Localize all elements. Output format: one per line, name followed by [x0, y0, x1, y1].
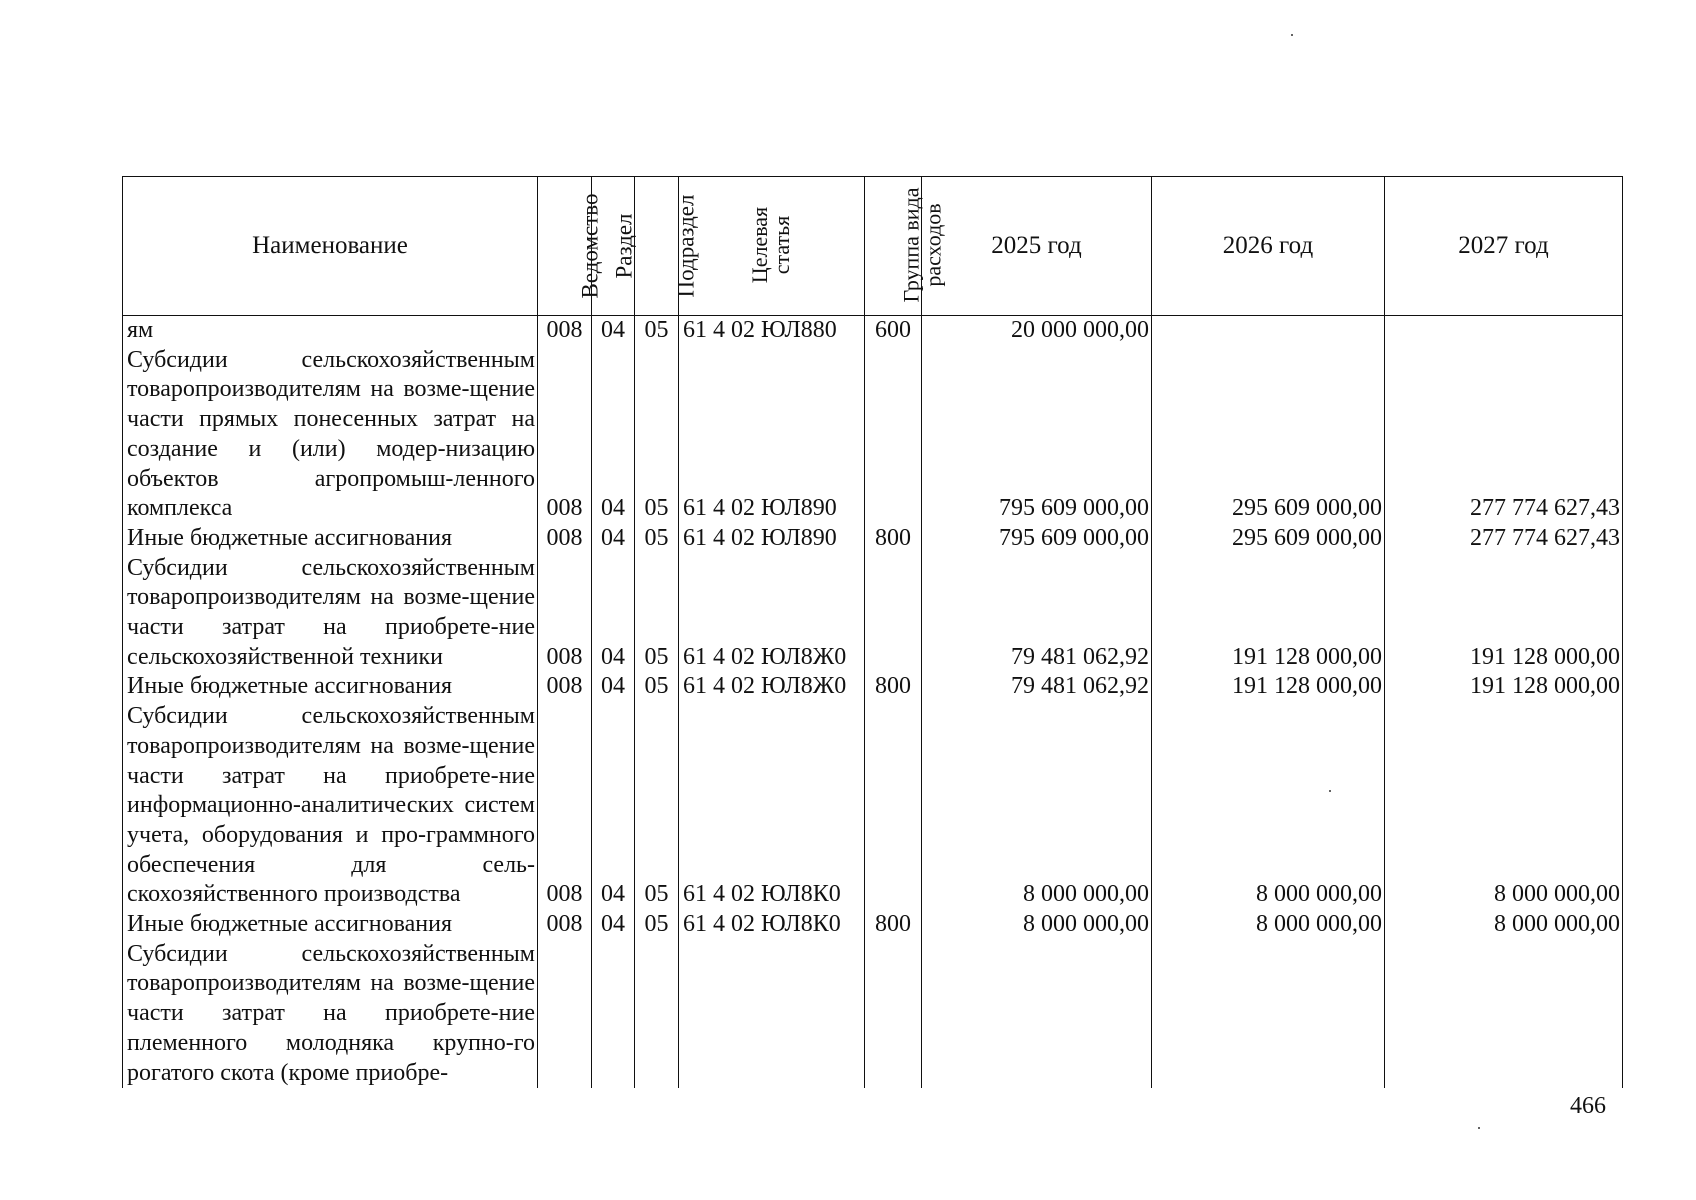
table-row: [123, 554, 1623, 673]
table-row: [123, 346, 1623, 524]
row-gruppa: 800: [865, 910, 922, 940]
row-amount-2027: 277 774 627,43: [1385, 524, 1623, 554]
row-gruppa: [865, 346, 922, 524]
header-year-2026: 2026 год: [1152, 177, 1385, 316]
row-vedomstvo: 008: [538, 554, 592, 673]
table-row: [123, 702, 1623, 910]
row-name: Иные бюджетные ассигнования: [127, 911, 452, 938]
row-razdel: 04: [592, 672, 635, 702]
row-vedomstvo: 008: [538, 672, 592, 702]
row-amount-2025: 79 481 062,92: [922, 672, 1152, 702]
row-name: Субсидии сельскохозяйственным товаропроизводителям на возме-щение части прямых понесенных затрат на создание и (или) модер-низацию объектов агропромыш-ленного комплекса: [127, 346, 535, 522]
header-vedomstvo: [538, 177, 603, 316]
row-amount-2027: 8 000 000,00: [1385, 910, 1623, 940]
table-header-row: [123, 177, 1623, 316]
header-podrazdel: [635, 177, 699, 316]
header-gruppa-line1: Группа вида: [898, 187, 924, 302]
row-podrazdel: 05: [635, 910, 679, 940]
row-celevaya-statya: 61 4 02 ЮЛ890: [679, 524, 865, 554]
header-name: Наименование: [123, 177, 538, 316]
row-podrazdel: 05: [635, 672, 679, 702]
budget-table: [122, 176, 1623, 1088]
table-row: [123, 316, 1623, 346]
row-amount-2025: 79 481 062,92: [922, 554, 1152, 673]
row-vedomstvo: 008: [538, 524, 592, 554]
header-razdel-label: Раздел: [611, 213, 637, 279]
row-name: Субсидии сельскохозяйственным товаропроизводителям на возме-щение части затрат на приобрете-ние информационно-аналитических систем учета, оборудования и про-граммного обеспечения для сель-скохозяйственного производства: [127, 703, 535, 908]
row-amount-2027: [1385, 316, 1623, 346]
row-podrazdel: 05: [635, 316, 679, 346]
row-vedomstvo: 008: [538, 702, 592, 910]
row-vedomstvo: [538, 940, 592, 1089]
header-celevaya-label: [749, 206, 793, 282]
header-razdel: [592, 177, 635, 316]
row-name: Субсидии сельскохозяйственным товаропроизводителям на возме-щение части затрат на приобрете-ние племенного молодняка крупно-го рогатого скота (кроме приобре-: [127, 940, 535, 1086]
row-podrazdel: 05: [635, 524, 679, 554]
header-gruppa-vida-rashodov: [865, 177, 946, 316]
row-amount-2026: 295 609 000,00: [1152, 346, 1385, 524]
row-amount-2025: 20 000 000,00: [922, 316, 1152, 346]
row-gruppa: [865, 554, 922, 673]
row-podrazdel: 05: [635, 702, 679, 910]
row-name: Иные бюджетные ассигнования: [127, 524, 452, 551]
row-gruppa: 800: [865, 672, 922, 702]
row-podrazdel: [635, 940, 679, 1089]
row-name: Субсидии сельскохозяйственным товаропроизводителям на возме-щение части затрат на приобрете-ние сельскохозяйственной техники: [127, 554, 535, 670]
row-razdel: 04: [592, 702, 635, 910]
header-celevaya-line2: статья: [769, 215, 795, 274]
row-celevaya-statya: 61 4 02 ЮЛ8Ж0: [679, 554, 865, 673]
row-name: ям: [127, 317, 154, 343]
header-celevaya-statya: [679, 177, 865, 316]
row-amount-2026: 8 000 000,00: [1152, 910, 1385, 940]
row-amount-2026: [1152, 316, 1385, 346]
row-amount-2026: 191 128 000,00: [1152, 672, 1385, 702]
row-razdel: 04: [592, 524, 635, 554]
scan-speck: [1329, 790, 1331, 792]
header-vedomstvo-label: Ведомство: [577, 193, 603, 299]
row-amount-2027: 191 128 000,00: [1385, 554, 1623, 673]
table-row: [123, 910, 1623, 940]
header-year-2025: 2025 год: [922, 177, 1152, 316]
table-row: [123, 672, 1623, 702]
row-gruppa: [865, 940, 922, 1089]
row-podrazdel: 05: [635, 554, 679, 673]
scan-speck: [1291, 34, 1293, 36]
row-amount-2026: [1152, 940, 1385, 1089]
row-amount-2027: 191 128 000,00: [1385, 672, 1623, 702]
row-amount-2027: 8 000 000,00: [1385, 702, 1623, 910]
table-row: [123, 940, 1623, 1089]
row-celevaya-statya: 61 4 02 ЮЛ8Ж0: [679, 672, 865, 702]
row-celevaya-statya: [679, 940, 865, 1089]
row-podrazdel: 05: [635, 346, 679, 524]
row-celevaya-statya: 61 4 02 ЮЛ890: [679, 346, 865, 524]
row-vedomstvo: 008: [538, 910, 592, 940]
row-amount-2025: 795 609 000,00: [922, 346, 1152, 524]
row-gruppa: 800: [865, 524, 922, 554]
row-gruppa: [865, 702, 922, 910]
row-vedomstvo: 008: [538, 346, 592, 524]
row-amount-2027: 277 774 627,43: [1385, 346, 1623, 524]
table-row: [123, 524, 1623, 554]
row-amount-2025: 8 000 000,00: [922, 702, 1152, 910]
row-razdel: [592, 940, 635, 1089]
page-number: 466: [1570, 1093, 1606, 1119]
row-amount-2025: 8 000 000,00: [922, 910, 1152, 940]
row-amount-2027: [1385, 940, 1623, 1089]
row-amount-2026: 191 128 000,00: [1152, 554, 1385, 673]
scan-speck: [1478, 1127, 1480, 1129]
row-vedomstvo: 008: [538, 316, 592, 346]
row-amount-2025: [922, 940, 1152, 1089]
row-celevaya-statya: 61 4 02 ЮЛ880: [679, 316, 865, 346]
row-amount-2025: 795 609 000,00: [922, 524, 1152, 554]
row-gruppa: 600: [865, 316, 922, 346]
header-podrazdel-label: Подраздел: [673, 194, 699, 298]
row-amount-2026: 295 609 000,00: [1152, 524, 1385, 554]
row-razdel: 04: [592, 554, 635, 673]
header-gruppa-line2: расходов: [920, 202, 946, 287]
row-celevaya-statya: 61 4 02 ЮЛ8К0: [679, 910, 865, 940]
row-name: Иные бюджетные ассигнования: [127, 673, 452, 700]
row-celevaya-statya: 61 4 02 ЮЛ8К0: [679, 702, 865, 910]
row-razdel: 04: [592, 316, 635, 346]
row-razdel: 04: [592, 346, 635, 524]
header-year-2027: 2027 год: [1385, 177, 1623, 316]
header-celevaya-line1: Целевая: [747, 206, 773, 283]
header-gruppa-label: [900, 187, 944, 302]
row-amount-2026: 8 000 000,00: [1152, 702, 1385, 910]
row-razdel: 04: [592, 910, 635, 940]
